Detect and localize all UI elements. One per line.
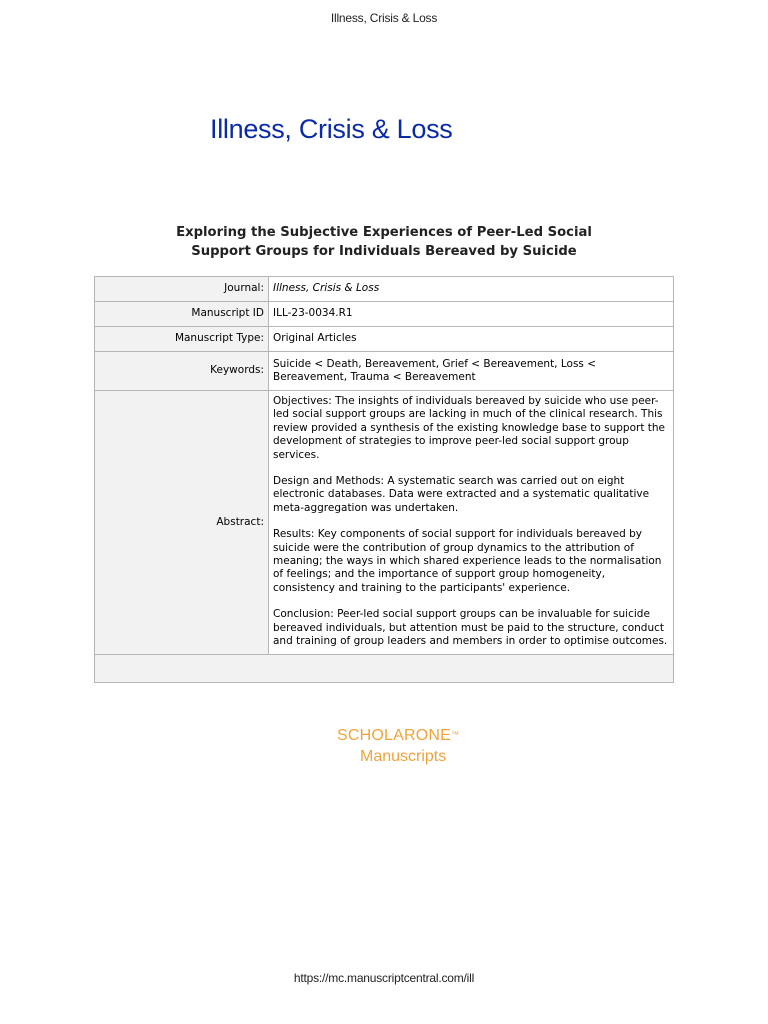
scholarone-logo [337, 725, 459, 767]
manuscript-type-value: Original Articles [269, 327, 674, 352]
abstract-design-methods: Design and Methods: A systematic search was carried out on eight electronic databases. Data were extracted and a systematic qualitative meta-aggregation was undertaken. [273, 475, 650, 514]
article-title [0, 223, 768, 261]
abstract-label: Abstract: [95, 391, 269, 655]
empty-row [95, 654, 674, 682]
abstract-value [269, 391, 674, 655]
manuscript-id-value: ILL-23-0034.R1 [269, 302, 674, 327]
manuscript-type-row [95, 327, 674, 352]
manuscript-id-label: Manuscript ID [95, 302, 269, 327]
manuscript-id-row [95, 302, 674, 327]
scholarone-logo-line-2: Manuscripts [360, 748, 447, 765]
footer-url: https://mc.manuscriptcentral.com/ill [293, 971, 475, 985]
manuscript-metadata-table [94, 276, 674, 683]
scholarone-logo-line-1 [337, 725, 459, 746]
abstract-objectives: Objectives: The insights of individuals bereaved by suicide who use peer-led social support groups are lacking in much of the clinical research. This review provided a synthesis of the existing knowledge base to support the development of strategies to improve peer-led social support group services. [273, 395, 666, 461]
manuscript-type-label: Manuscript Type: [95, 327, 269, 352]
keywords-value: Suicide < Death, Bereavement, Grief < Bereavement, Loss < Bereavement, Trauma < Bereavement [269, 352, 674, 391]
abstract-conclusion: Conclusion: Peer-led social support groups can be invaluable for suicide bereaved individuals, but attention must be paid to the structure, conduct and training of group leaders and members in order to optimise outcomes. [273, 608, 668, 648]
abstract-results: Results: Key components of social support for individuals bereaved by suicide were the contribution of group dynamics to the attribution of meaning; the ways in which shared experience leads to the normalisation of feelings; and the importance of support group homogeneity, consistency and training to the participants' experience. [273, 528, 662, 594]
empty-cell [95, 654, 674, 682]
trademark-symbol: ™ [451, 730, 460, 739]
journal-row [95, 277, 674, 302]
scholarone-wordmark: SCHOLARONE [337, 727, 452, 744]
article-title-line-2: Support Groups for Individuals Bereaved by Suicide [191, 244, 577, 259]
keywords-label: Keywords: [95, 352, 269, 391]
abstract-row [95, 391, 674, 655]
journal-label: Journal: [95, 277, 269, 302]
journal-value: Illness, Crisis & Loss [269, 277, 674, 302]
article-title-line-1: Exploring the Subjective Experiences of Peer-Led Social [176, 225, 592, 240]
keywords-row [95, 352, 674, 391]
running-head: Illness, Crisis & Loss [330, 11, 438, 25]
journal-title: Illness, Crisis & Loss [210, 114, 453, 144]
